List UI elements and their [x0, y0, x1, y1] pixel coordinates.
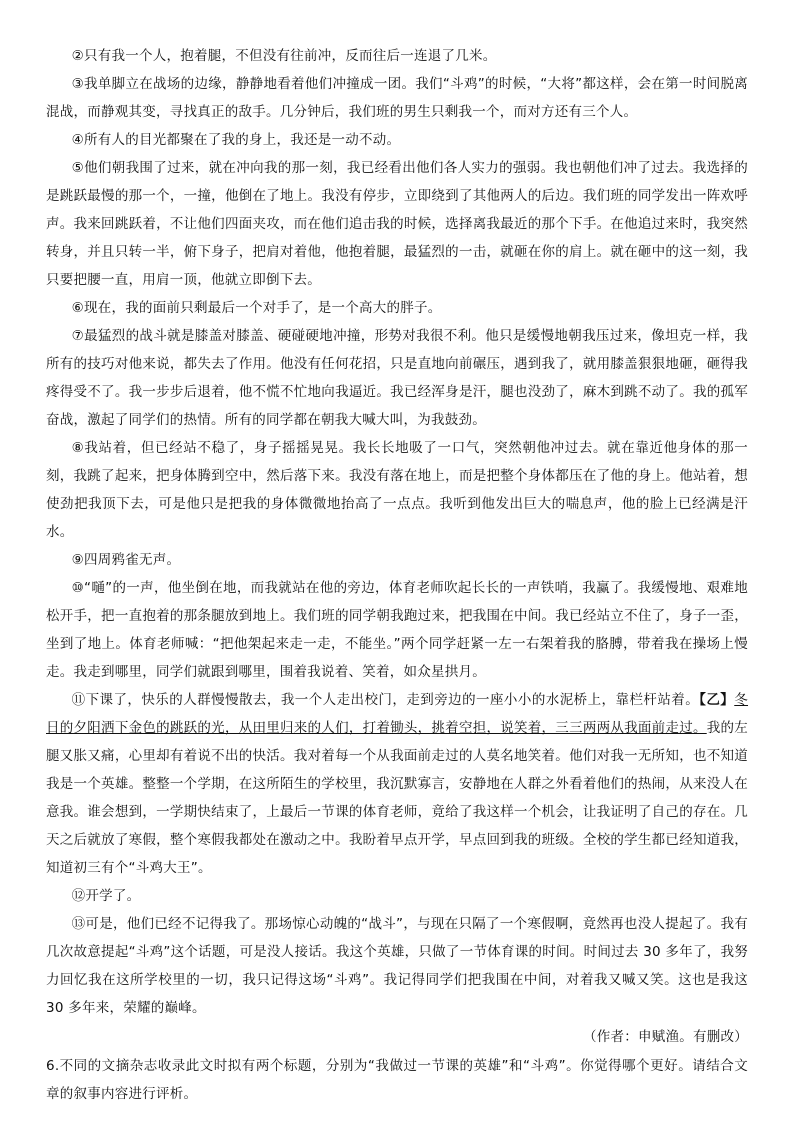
paragraph-8: ⑧我站着，但已经站不稳了，身子摇摇晃晃。我长长地吸了一口气，突然朝他冲过去。就在靠近他身体的那一刻，我跳了起来，把身体腾到空中，然后落下来。我没有落在地上，而是把整个身体都压在了他的身上。他站着，想使劲把我顶下去，可是他只是把我的身体微微地抬高了一点点。我听到他发出巨大的喘息声，他的脸上已经满是汗水。 — [46, 440, 748, 540]
paragraph-6: ⑥现在，我的面前只剩最后一个对手了，是一个高大的胖子。 — [71, 300, 442, 316]
paragraph-13: ⑬可是，他们已经不记得我了。那场惊心动魄的“战斗”，与现在只隔了一个寒假啊，竟然再也没人提起了。我有几次故意提起“斗鸡”这个话题，可是没人接话。我这个英雄，只做了一节体育课的时间。时间过去 30 多年了，我努力回忆我在这所学校里的一切，我只记得这场“斗鸡”。我记得同学们把我围在中间，对着我又喊又笑。这也是我这 30 多年来，荣耀的巅峰。 — [46, 916, 748, 1016]
paragraph-12: ⑫开学了。 — [71, 888, 141, 904]
paragraph-11 — [46, 686, 748, 882]
paragraph-10: ⑩“嗵”的一声，他坐倒在地，而我就站在他的旁边，体育老师吹起长长的一声铁哨，我赢了。我缓慢地、艰难地松开手，把一直抱着的那条腿放到地上。我们班的同学朝我跑过来，把我围在中间。我已经站立不住了，身子一歪，坐到了地上。体育老师喊：“把他架起来走一走，不能坐。”两个同学赶紧一左一右架着我的胳膊，带着我在操场上慢走。我走到哪里，同学们就跟到哪里，围着我说着、笑着，如众星拱月。 — [46, 580, 748, 680]
paragraph-7: ⑦最猛烈的战斗就是膝盖对膝盖、硬碰硬地冲撞，形势对我很不利。他只是缓慢地朝我压过来，像坦克一样，我所有的技巧对他来说，都失去了作用。他没有任何花招，只是直地向前碾压，遇到我了，就用膝盖狠狠地砸，砸得我疼得受不了。我一步步后退着，他不慌不忙地向我逼近。我已经浑身是汗，腿也没劲了，麻木到跳不动了。我的孤军奋战，激起了同学们的热情。所有的同学都在朝我大喊大叫，为我鼓劲。 — [46, 328, 748, 428]
question-6: 6.不同的文摘杂志收录此文时拟有两个标题，分别为“我做过一节课的英雄”和“斗鸡”。你觉得哪个更好。请结合文章的叙事内容进行评析。 — [46, 1058, 748, 1102]
paragraph-3: ③我单脚立在战场的边缘，静静地看着他们冲撞成一团。我们“斗鸡”的时候，“大将”都这样，会在第一时间脱离混战，而静观其变，寻找真正的敌手。几分钟后，我们班的男生只剩我一个，而对方还有三个人。 — [46, 76, 748, 120]
paragraph-11-intro: ⑪下课了，快乐的人群慢慢散去，我一个人走出校门，走到旁边的一座小小的水泥桥上，靠栏杆站着。 — [71, 692, 700, 708]
author-credit: （作者：申赋渔。有删改） — [583, 1029, 748, 1045]
underlined-sentence: 冬日的夕阳洒下金色的跳跃的光，从田里归来的人们，打着锄头，挑着空担，说笑着，三三两两从我面前走过。 — [46, 692, 749, 736]
paragraph-4: ④所有人的目光都聚在了我的身上，我还是一动不动。 — [71, 132, 401, 148]
paragraph-11-rest: 我的左腿又胀又痛，心里却有着说不出的快活。我对着每一个从我面前走过的人莫名地笑着。他们对我一无所知，也不知道我是一个英雄。整整一个学期，在这所陌生的学校里，我沉默寡言，安静地在人群之外看着他们的热闹，从来没人在意我。谁会想到，一学期快结束了，上最后一节课的体育老师，竟给了我这样一个机会，让我证明了自己的存在。几天之后就放了寒假，整个寒假我都处在激动之中。我盼着早点开学，早点回到我的班级。全校的学生都已经知道我，知道初三有个“斗鸡大王”。 — [46, 720, 748, 876]
section-mark-yi: 【乙】 — [699, 692, 735, 708]
paragraph-2: ②只有我一个人，抱着腿，不但没有往前冲，反而往后一连退了几米。 — [71, 48, 497, 64]
paragraph-9: ⑨四周鸦雀无声。 — [71, 552, 181, 568]
paragraph-5: ⑤他们朝我围了过来，就在冲向我的那一刻，我已经看出他们各人实力的强弱。我也朝他们冲了过去。我选择的是跳跃最慢的那一个，一撞，他倒在了地上。我没有停步，立即绕到了其他两人的后边。我们班的同学发出一阵欢呼声。我来回跳跃着，不让他们四面夹攻，而在他们追击我的时候，选择离我最近的那个下手。在他追过来时，我突然转身，并且只转一半，俯下身子，把肩对着他，他抱着腿，最猛烈的一击，就砸在你的肩上。就在砸中的这一刻，我只要把腰一直，用肩一顶，他就立即倒下去。 — [46, 160, 748, 288]
